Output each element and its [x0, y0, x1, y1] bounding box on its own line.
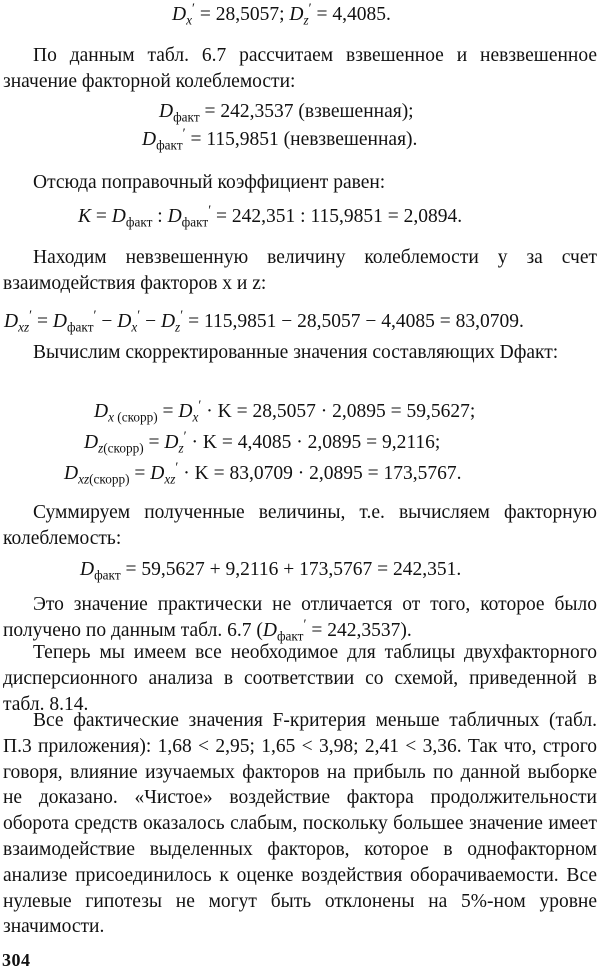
equation-d-fact-unweighted: $D_{факт}' = 115,9851$ (невзвешенная). — [142, 125, 418, 153]
paragraph-conclusion: Все фактические значения F-критерия меньше табличных (табл. П.3 приложения): 1,68 < 2,95; 1,65 < 3,98; 2,41 < 3,36. Так что, строго говоря, влияние изучаемых факторов на прибыль по данной выборке не доказано. «Чистое» воздействие фактора продолжительности оборота средств оказалось слабым, поскольку большее значение имеет взаимодействие выделенных факторов, которое в однофакторном анализе присоединилось к оценке воздействия оборачиваемости. Все нулевые гипотезы не могут быть отклонены на 5%-ном уровне значимости. — [3, 710, 597, 938]
paragraph-interaction: Находим невзвешенную величину колеблемости y за счет взаимодействия факторов x и z: — [3, 247, 597, 294]
equation-dxz: $D_{xz}' = D_{факт}' - D_x' - D_z' = 115,9851 - 28,5057 - 4,4085 = 83,0709$. — [4, 307, 524, 335]
equation-dxz-corrected: $D_{xz(скорр)} = D_{xz}' \cdot K = 83,0709 \cdot 2,0895 = 173,5767$. — [64, 459, 462, 487]
page-number: 304 — [2, 950, 31, 970]
equation-k: $K = D_{факт}$ : $D_{факт}' = 242,351$ : 115,9851 = 2,0894. — [78, 202, 463, 230]
paragraph-anova-table: Теперь мы имеем все необходимое для таблицы двухфакторного дисперсионного анализа в соответствии со схемой, приведенной в табл. 8.14. — [3, 642, 597, 715]
paragraph-sum: Суммируем полученные величины, т.е. вычисляем факторную колеблемость: — [3, 502, 597, 549]
paragraph-correction-coefficient: Отсюда поправочный коэффициент равен: — [33, 172, 386, 193]
paragraph-factor-variation: По данным табл. 6.7 рассчитаем взвешенное и невзвешенное значение факторной колеблемости: — [3, 45, 597, 92]
equation-dz-corrected: $D_{z(скорр)} = D_z' \cdot K = 4,4085 \cdot 2,0895 = 9,2116$; — [84, 428, 441, 456]
equation-d-fact-sum: $D_{факт} = 59,5627 + 9,2116 + 173,5767 = 242,351$. — [80, 559, 462, 583]
equation-dx-corrected: $D_{x (скорр)} = D_x' \cdot K = 28,5057 \cdot 2,0895 = 59,5627$; — [94, 397, 476, 425]
equation-dx-dz: $D_x' = 28,5057$; $D_z' = 4,4085$. — [172, 0, 391, 28]
paragraph-corrected-values: Вычислим скорректированные значения составляющих Dфакт: — [33, 342, 559, 363]
paragraph-comparison: Это значение практически не отличается от того, которое было получено по данным табл. 6.7 $(D_{факт}' = 242,3537)$. — [3, 594, 597, 644]
equation-d-fact-weighted: $D_{факт} = 242,3537$ (взвешенная); — [159, 101, 414, 125]
